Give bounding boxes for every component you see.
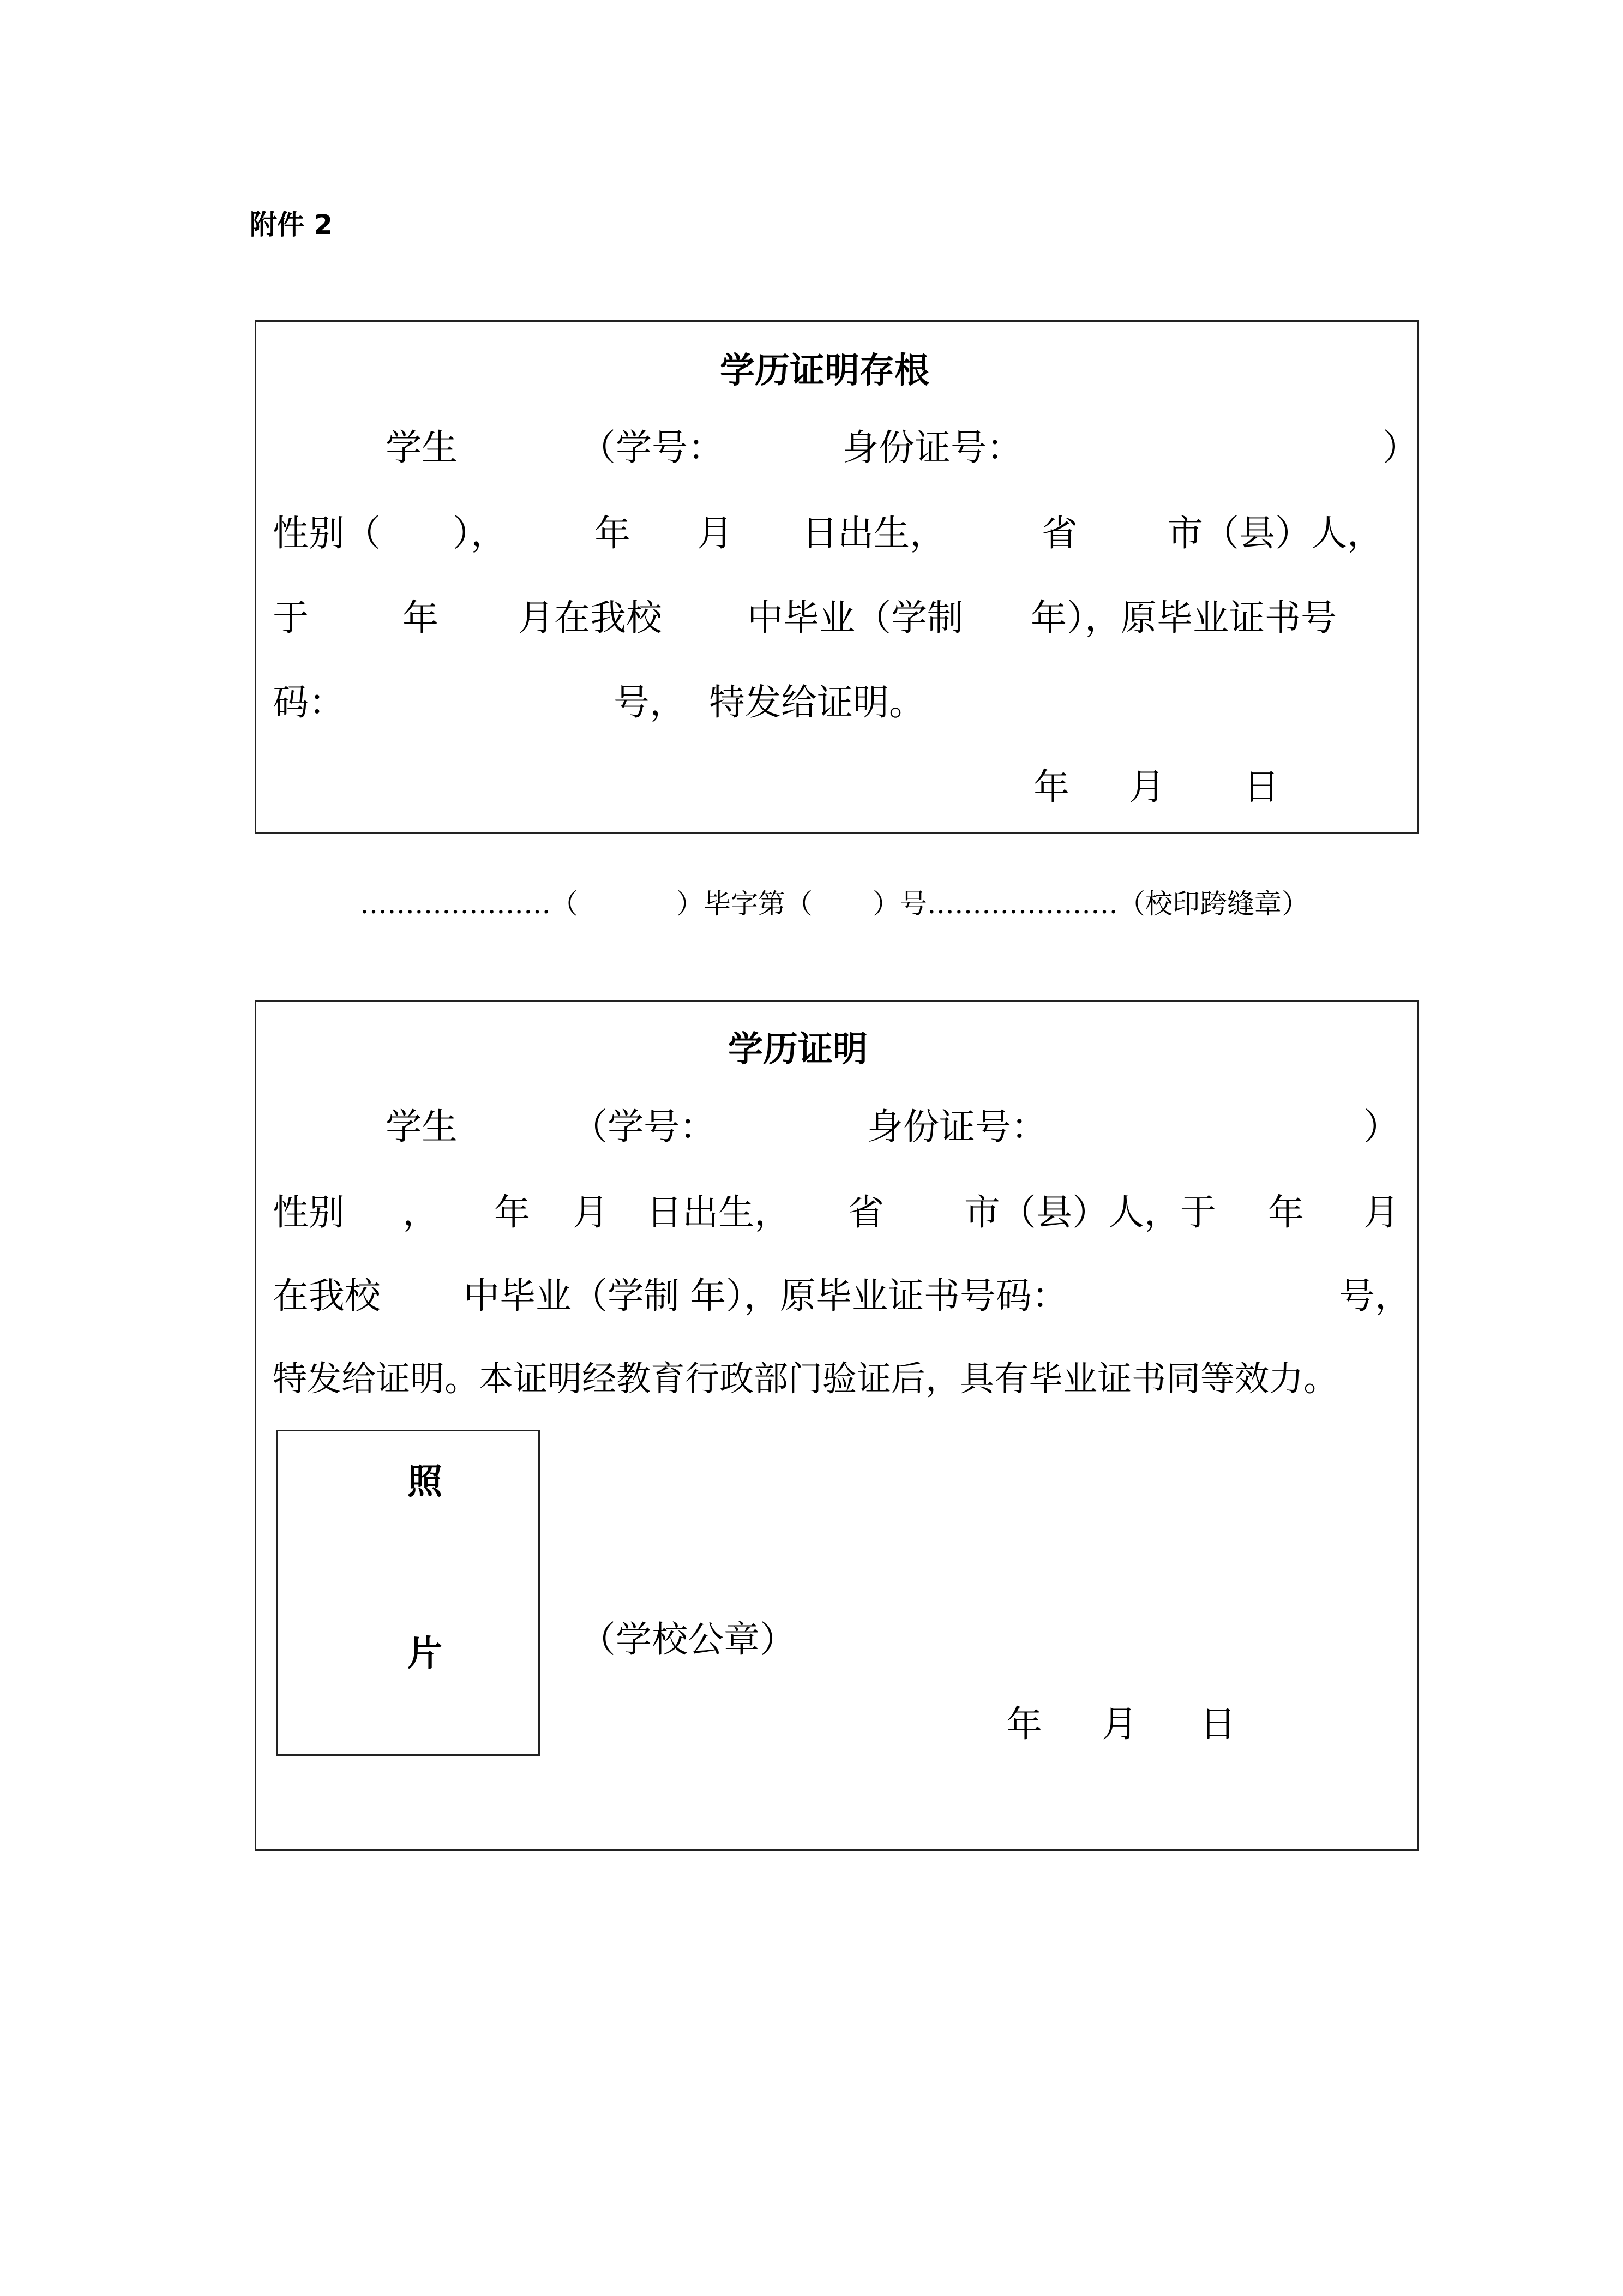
cert-close-paren: ）	[1363, 1106, 1399, 1148]
cert-birth-year: 年	[494, 1191, 530, 1233]
cert-gender-label: 性别	[273, 1191, 345, 1233]
stub-date-month: 月	[1129, 766, 1165, 808]
cert-graduated: 中毕业（学制	[464, 1275, 680, 1317]
cert-grad-year: 年	[1268, 1191, 1304, 1233]
stub-grad-month: 月在我校	[518, 597, 662, 639]
stub-province: 省	[1042, 512, 1078, 554]
stub-student-no-label: （学号：	[580, 427, 724, 469]
seam-grad-number: ）毕字第（	[676, 888, 813, 920]
attachment-label: 附件 2	[250, 209, 333, 241]
cert-id-label: 身份证号：	[867, 1106, 1047, 1148]
cert-validity-statement: 特发给证明。本证明经教育行政部门验证后，具有毕业证书同等效力。	[273, 1359, 1338, 1399]
stub-birth-year: 年	[594, 512, 630, 554]
stub-graduated: 中毕业（学制	[747, 597, 963, 639]
stub-close-paren: ）	[1382, 427, 1418, 469]
stub-box	[255, 320, 1419, 834]
cert-grad-month: 月	[1363, 1191, 1399, 1233]
photo-label-top: 照	[407, 1462, 442, 1502]
stub-birth-day: 日出生，	[802, 512, 946, 554]
stub-gender-close: ），	[453, 512, 507, 554]
stub-at-label: 于	[273, 597, 309, 639]
stub-date-year: 年	[1033, 766, 1069, 808]
cert-date-year: 年	[1006, 1703, 1042, 1745]
stub-grad-year: 年	[402, 597, 438, 639]
stub-date-day: 日	[1243, 766, 1279, 808]
stub-birth-month: 月	[697, 512, 733, 554]
stub-number-suffix: 号，	[614, 681, 686, 723]
certificate-title: 学历证明	[728, 1029, 868, 1070]
seam-stamp-note: ）号…………………（校印跨缝章）	[873, 888, 1309, 920]
stub-gender-label: 性别（	[273, 512, 381, 554]
stub-cert-no-label: 年），原毕业证书号	[1031, 597, 1337, 639]
stub-title: 学历证明存根	[720, 351, 929, 391]
cert-date-month: 月	[1102, 1703, 1138, 1745]
stub-id-label: 身份证号：	[843, 427, 1023, 469]
stub-code-label: 码：	[273, 681, 345, 723]
school-seal-label: （学校公章）	[580, 1618, 796, 1660]
cert-birth-month: 月	[573, 1191, 609, 1233]
cert-birth-day: 日出生，	[646, 1191, 790, 1233]
stub-issued-text: 特发给证明。	[709, 681, 925, 723]
cert-date-day: 日	[1200, 1703, 1236, 1745]
stub-city: 市（县）人，	[1167, 512, 1383, 554]
cert-student-label: 学生	[386, 1106, 458, 1148]
cert-number-suffix: 号，	[1339, 1275, 1411, 1317]
cert-school-label: 在我校	[273, 1275, 381, 1317]
cert-cert-no-label: 年），原毕业证书号码：	[690, 1275, 1068, 1317]
seam-dots-left: …………………（	[360, 888, 578, 920]
cert-gender-comma: ，	[402, 1191, 438, 1233]
cert-student-no-label: （学号：	[572, 1106, 716, 1148]
cert-province: 省	[848, 1191, 884, 1233]
photo-label-bottom: 片	[407, 1634, 442, 1674]
stub-student-label: 学生	[386, 427, 458, 469]
cert-city: 市（县）人，于	[964, 1191, 1216, 1233]
